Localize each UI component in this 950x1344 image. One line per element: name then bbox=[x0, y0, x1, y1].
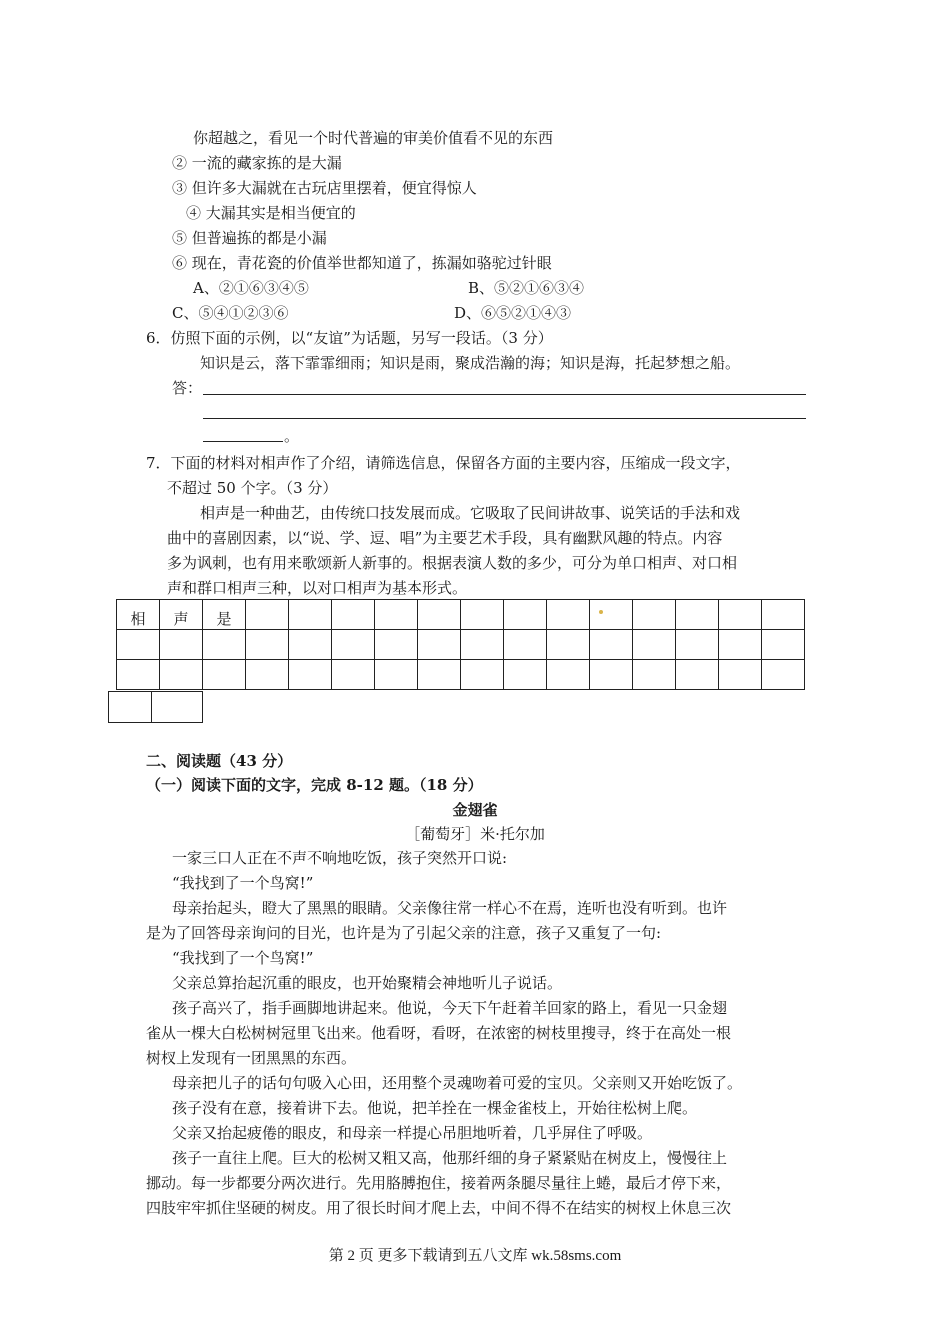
grid-cell[interactable] bbox=[461, 660, 504, 690]
q7-passage-3: 多为讽刺，也有用来歌颂新人新事的。根据表演人数的多少，可分为单口相声、对口相 bbox=[167, 554, 738, 572]
story-paragraph: 是为了回答母亲询问的目光，也许是为了引起父亲的注意，孩子又重复了一句: bbox=[146, 924, 662, 942]
grid-cell[interactable] bbox=[633, 660, 676, 690]
grid-cell[interactable] bbox=[762, 630, 805, 660]
story-paragraph: 孩子一直往上爬。巨大的松树又粗又高，他那纤细的身子紧紧贴在树皮上，慢慢往上 bbox=[172, 1149, 728, 1167]
grid-cell[interactable]: 是 bbox=[203, 600, 246, 630]
q6-example: 知识是云，落下霏霏细雨；知识是雨，聚成浩瀚的海；知识是海，托起梦想之船。 bbox=[200, 354, 741, 372]
grid-cell[interactable] bbox=[246, 600, 289, 630]
story-paragraph: “我找到了一个鸟窝!” bbox=[172, 949, 314, 967]
grid-cell[interactable] bbox=[375, 630, 418, 660]
section2-subtitle: （一）阅读下面的文字，完成 8-12 题。（18 分） bbox=[146, 776, 483, 794]
grid-cell[interactable] bbox=[117, 630, 160, 660]
grid-row bbox=[117, 660, 805, 690]
q5-line-1: 你超越之，看见一个时代普遍的审美价值看不见的东西 bbox=[193, 129, 554, 147]
story-title: 金翅雀 bbox=[452, 801, 498, 819]
grid-cell[interactable] bbox=[332, 660, 375, 690]
story-paragraph: 树杈上发现有一团黑黑的东西。 bbox=[146, 1049, 357, 1067]
q5-option-c: C、⑤④①②③⑥ bbox=[172, 304, 289, 322]
grid-cell[interactable] bbox=[203, 630, 246, 660]
grid-cell[interactable] bbox=[762, 660, 805, 690]
grid-cell[interactable] bbox=[547, 600, 590, 630]
grid-cell[interactable] bbox=[676, 630, 719, 660]
q6-stem: 6．仿照下面的示例，以“友谊”为话题，另写一段话。（3 分） bbox=[146, 329, 553, 347]
grid-row bbox=[117, 630, 805, 660]
q5-option-a: A、②①⑥③④⑤ bbox=[193, 279, 309, 297]
grid-cell[interactable] bbox=[109, 692, 152, 723]
grid-cell[interactable] bbox=[504, 630, 547, 660]
q7-stem-2: 不超过 50 个字。（3 分） bbox=[167, 479, 338, 497]
grid-cell[interactable] bbox=[152, 692, 203, 723]
q7-answer-grid-tail bbox=[108, 691, 203, 723]
grid-cell[interactable] bbox=[418, 660, 461, 690]
q6-answer-line-3[interactable] bbox=[203, 441, 283, 442]
story-paragraph: 孩子高兴了，指手画脚地讲起来。他说，今天下午赶着羊回家的路上，看见一只金翅 bbox=[172, 999, 728, 1017]
grid-cell[interactable] bbox=[590, 600, 633, 630]
q5-line-5: ⑤ 但普遍拣的都是小漏 bbox=[172, 229, 327, 247]
grid-cell[interactable] bbox=[633, 600, 676, 630]
grid-cell[interactable] bbox=[289, 600, 332, 630]
q6-answer-line-1[interactable] bbox=[203, 394, 806, 395]
story-paragraph: “我找到了一个鸟窝!” bbox=[172, 874, 314, 892]
grid-cell[interactable]: 相 bbox=[117, 600, 160, 630]
q5-option-b: B、⑤②①⑥③④ bbox=[468, 279, 585, 297]
grid-cell[interactable] bbox=[719, 630, 762, 660]
grid-cell[interactable] bbox=[418, 600, 461, 630]
story-paragraph: 父亲总算抬起沉重的眼皮，也开始聚精会神地听儿子说话。 bbox=[172, 974, 563, 992]
grid-cell[interactable] bbox=[676, 660, 719, 690]
q5-option-d: D、⑥⑤②①④③ bbox=[454, 304, 572, 322]
q6-answer-line-2[interactable] bbox=[203, 418, 806, 419]
story-paragraph: 母亲抬起头，瞪大了黑黑的眼睛。父亲像往常一样心不在焉，连听也没有听到。也许 bbox=[172, 899, 728, 917]
grid-cell[interactable] bbox=[547, 660, 590, 690]
grid-cell[interactable] bbox=[676, 600, 719, 630]
grid-cell[interactable] bbox=[117, 660, 160, 690]
grid-cell[interactable] bbox=[246, 630, 289, 660]
section2-title: 二、阅读题（43 分） bbox=[146, 752, 293, 770]
grid-cell[interactable]: 声 bbox=[160, 600, 203, 630]
story-paragraph: 挪动。每一步都要分两次进行。先用胳膊抱住，接着两条腿尽量往上蜷，最后才停下来， bbox=[146, 1174, 732, 1192]
story-paragraph: 雀从一棵大白松树树冠里飞出来。他看呀，看呀，在浓密的树枝里搜寻，终于在高处一根 bbox=[146, 1024, 732, 1042]
grid-cell[interactable] bbox=[590, 630, 633, 660]
q7-passage-1: 相声是一种曲艺，由传统口技发展而成。它吸取了民间讲故事、说笑话的手法和戏 bbox=[200, 504, 741, 522]
q6-answer-label: 答： bbox=[172, 379, 203, 397]
grid-cell[interactable] bbox=[547, 630, 590, 660]
grid-cell[interactable] bbox=[590, 660, 633, 690]
grid-cell[interactable] bbox=[719, 600, 762, 630]
q7-passage-4: 声和群口相声三种，以对口相声为基本形式。 bbox=[167, 579, 468, 597]
q7-answer-grid bbox=[116, 599, 805, 690]
grid-cell[interactable] bbox=[246, 660, 289, 690]
grid-cell[interactable] bbox=[289, 660, 332, 690]
q5-line-2: ② 一流的藏家拣的是大漏 bbox=[172, 154, 342, 172]
story-author: ［葡萄牙］米·托尔加 bbox=[405, 825, 545, 843]
grid-row bbox=[109, 692, 203, 723]
story-paragraph: 母亲把儿子的话句句吸入心田，还用整个灵魂吻着可爱的宝贝。父亲则又开始吃饭了。 bbox=[172, 1074, 743, 1092]
story-paragraph: 一家三口人正在不声不响地吃饭，孩子突然开口说: bbox=[172, 849, 508, 867]
grid-cell[interactable] bbox=[160, 630, 203, 660]
grid-cell[interactable] bbox=[719, 660, 762, 690]
q7-stem-1: 7．下面的材料对相声作了介绍，请筛选信息，保留各方面的主要内容，压缩成一段文字， bbox=[146, 454, 741, 472]
q5-line-3: ③ 但许多大漏就在古玩店里摆着，便宜得惊人 bbox=[172, 179, 477, 197]
grid-cell[interactable] bbox=[461, 600, 504, 630]
q5-line-4: ④ 大漏其实是相当便宜的 bbox=[186, 204, 356, 222]
grid-cell[interactable] bbox=[289, 630, 332, 660]
grid-cell[interactable] bbox=[160, 660, 203, 690]
q6-end-mark: 。 bbox=[284, 427, 300, 445]
grid-cell[interactable] bbox=[762, 600, 805, 630]
grid-cell[interactable] bbox=[203, 660, 246, 690]
grid-cell[interactable] bbox=[332, 600, 375, 630]
story-paragraph: 孩子没有在意，接着讲下去。他说，把羊拴在一棵金雀枝上，开始往松树上爬。 bbox=[172, 1099, 698, 1117]
q7-passage-2: 曲中的喜剧因素，以“说、学、逗、唱”为主要艺术手段，具有幽默风趣的特点。内容 bbox=[167, 529, 723, 547]
grid-row bbox=[117, 600, 805, 630]
grid-cell[interactable] bbox=[418, 630, 461, 660]
page-footer: 第 2 页 更多下载请到五八文库 wk.58sms.com bbox=[328, 1248, 622, 1264]
grid-cell[interactable] bbox=[332, 630, 375, 660]
grid-cell[interactable] bbox=[461, 630, 504, 660]
q5-line-6: ⑥ 现在，青花瓷的价值举世都知道了，拣漏如骆驼过针眼 bbox=[172, 254, 552, 272]
grid-cell[interactable] bbox=[633, 630, 676, 660]
grid-cell[interactable] bbox=[375, 600, 418, 630]
grid-cell[interactable] bbox=[504, 600, 547, 630]
story-paragraph: 父亲又抬起疲倦的眼皮，和母亲一样提心吊胆地听着，几乎屏住了呼吸。 bbox=[172, 1124, 653, 1142]
grid-cell[interactable] bbox=[375, 660, 418, 690]
decorative-dot bbox=[599, 610, 603, 614]
story-paragraph: 四肢牢牢抓住坚硬的树皮。用了很长时间才爬上去，中间不得不在结实的树杈上休息三次 bbox=[146, 1199, 732, 1217]
grid-cell[interactable] bbox=[504, 660, 547, 690]
